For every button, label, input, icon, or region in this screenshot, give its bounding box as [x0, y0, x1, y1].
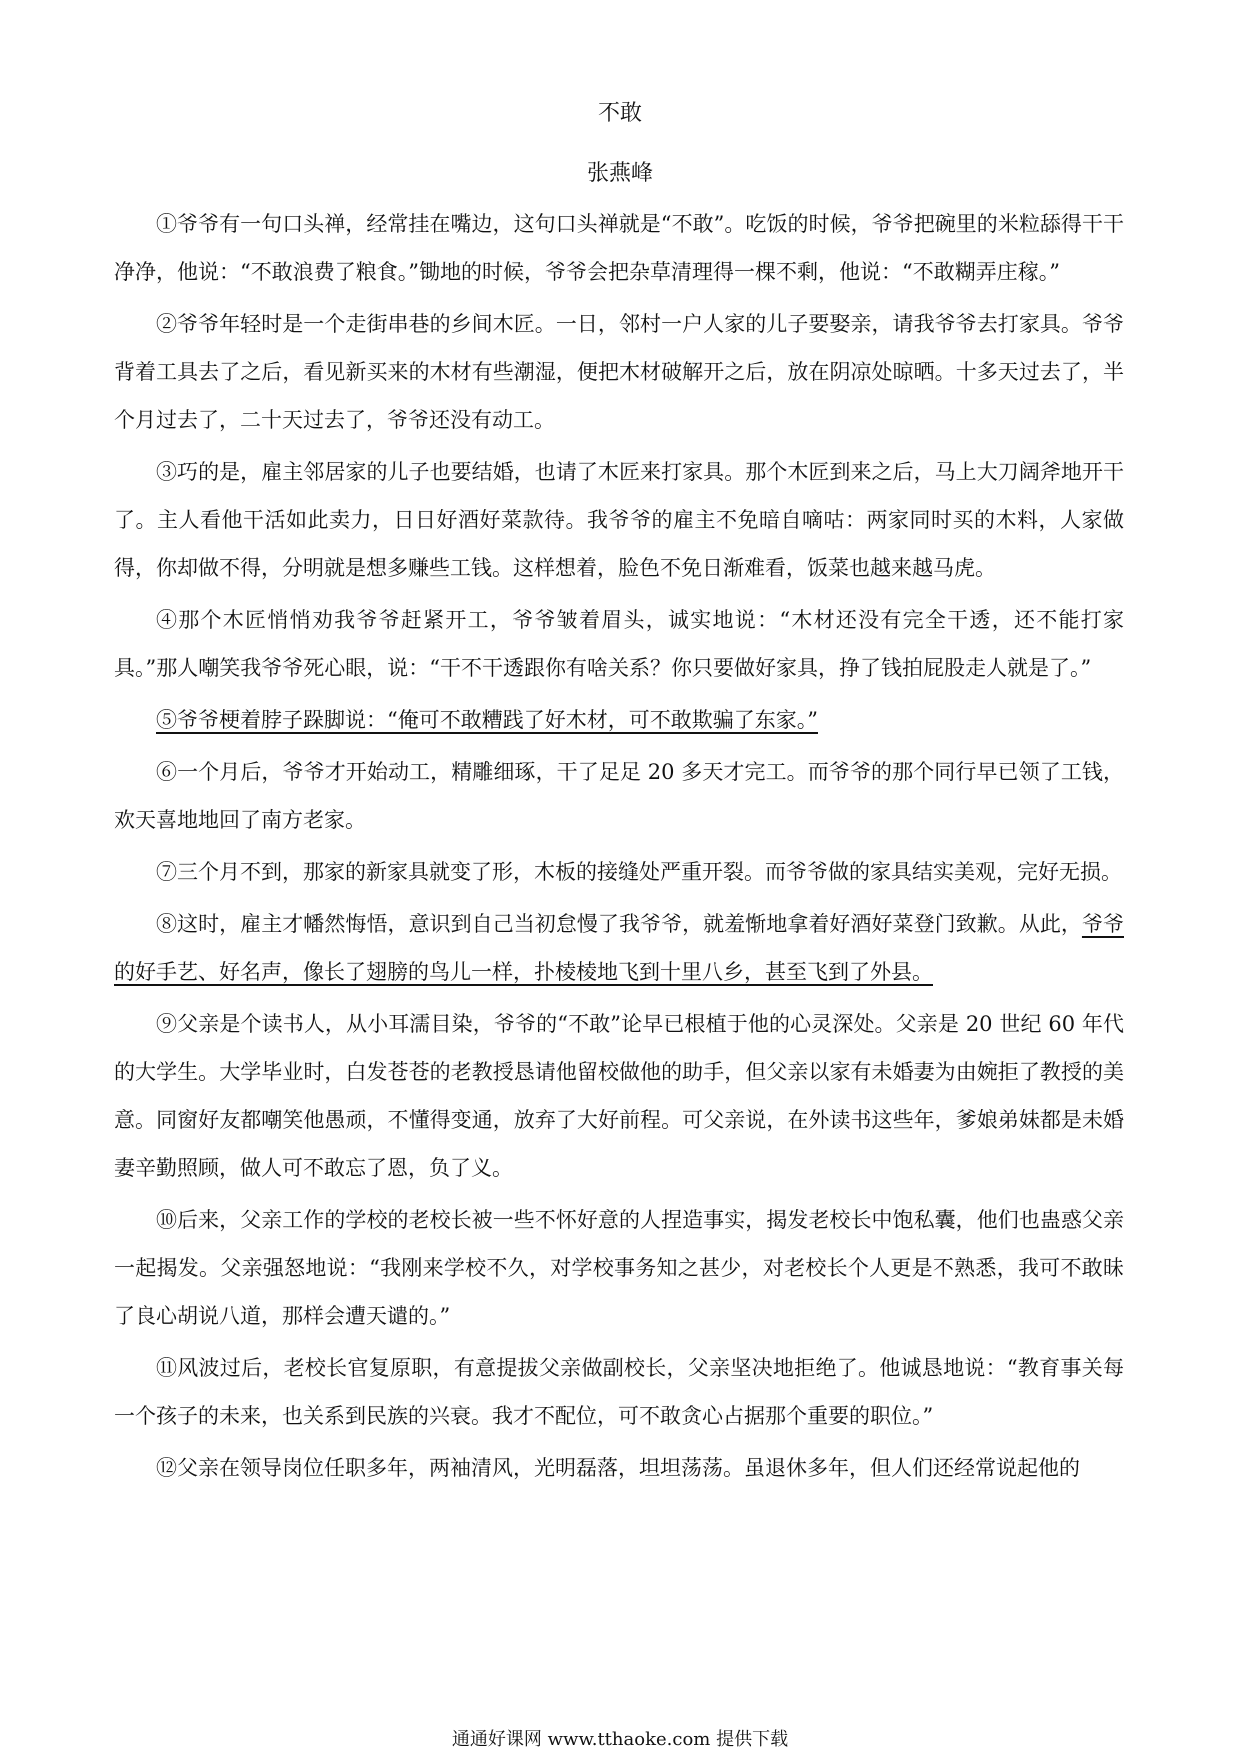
paragraph-text: ②爷爷年轻时是一个走街串巷的乡间木匠。一日，邻村一户人家的儿子要娶亲，请我爷爷去打家具。爷爷背着工具去了之后，看见新买来的木材有些潮湿，便把木材破解开之后，放在阴凉处晾晒。十多天过去了，半个月过去了，二十天过去了，爷爷还没有动工。 [114, 312, 1124, 432]
paragraph-5 [114, 696, 1124, 744]
paragraph-text: ⑥一个月后，爷爷才开始动工，精雕细琢，干了足足 20 多天才完工。而爷爷的那个同行早已领了工钱，欢天喜地地回了南方老家。 [114, 760, 1124, 832]
paragraph-text: ⑫父亲在领导岗位任职多年，两袖清风，光明磊落，坦坦荡荡。虽退休多年，但人们还经常说起他的 [156, 1456, 1080, 1480]
paragraph-8 [114, 900, 1124, 996]
underlined-sentence: ⑤爷爷梗着脖子跺脚说：“俺可不敢糟践了好木材，可不敢欺骗了东家。” [156, 708, 818, 732]
paragraph-12 [114, 1444, 1124, 1492]
paragraph-6 [114, 748, 1124, 844]
article-body [114, 200, 1124, 1496]
paragraph-11 [114, 1344, 1124, 1440]
paragraph-text: ⑧这时，雇主才幡然悔悟，意识到自己当初怠慢了我爷爷，就羞惭地拿着好酒好菜登门致歉。从此， [156, 912, 1082, 936]
footer-watermark: 通通好课网 www.tthaoke.com 提供下载 [451, 1729, 789, 1750]
paragraph-text: ⑪风波过后，老校长官复原职，有意提拔父亲做副校长，父亲坚决地拒绝了。他诚恳地说：“教育事关每一个孩子的未来，也关系到民族的兴衰。我才不配位，可不敢贪心占据那个重要的职位。” [114, 1356, 1124, 1428]
underlined-sentence: 爷爷的好手艺、好名声，像长了翅膀的鸟儿一样，扑棱棱地飞到十里八乡，甚至飞到了外县。 [114, 912, 1124, 984]
paragraph-text: ⑨父亲是个读书人，从小耳濡目染，爷爷的“不敢”论早已根植于他的心灵深处。父亲是 20 世纪 60 年代的大学生。大学毕业时，白发苍苍的老教授恳请他留校做他的助手，但父亲以家有未婚妻为由婉拒了教授的美意。同窗好友都嘲笑他愚顽，不懂得变通，放弃了大好前程。可父亲说，在外读书这些年，爹娘弟妹都是未婚妻辛勤照顾，做人可不敢忘了恩，负了义。 [114, 1012, 1124, 1180]
paragraph-text: ④那个木匠悄悄劝我爷爷赶紧开工，爷爷皱着眉头，诚实地说：“木材还没有完全干透，还不能打家具。”那人嘲笑我爷爷死心眼，说：“干不干透跟你有啥关系？你只要做好家具，挣了钱拍屁股走人就是了。” [114, 608, 1124, 680]
paragraph-text: ③巧的是，雇主邻居家的儿子也要结婚，也请了木匠来打家具。那个木匠到来之后，马上大刀阔斧地开干了。主人看他干活如此卖力，日日好酒好菜款待。我爷爷的雇主不免暗自嘀咕：两家同时买的木料，人家做得，你却做不得，分明就是想多赚些工钱。这样想着，脸色不免日渐难看，饭菜也越来越马虎。 [114, 460, 1124, 580]
article-author: 张燕峰 [586, 161, 653, 186]
paragraph-text: ⑩后来，父亲工作的学校的老校长被一些不怀好意的人捏造事实，揭发老校长中饱私囊，他们也蛊惑父亲一起揭发。父亲强怒地说：“我刚来学校不久，对学校事务知之甚少，对老校长个人更是不熟悉，我可不敢昧了良心胡说八道，那样会遭天谴的。” [114, 1208, 1124, 1328]
article-title: 不敢 [597, 101, 642, 126]
paragraph-3 [114, 448, 1124, 592]
paragraph-4 [114, 596, 1124, 692]
paragraph-2 [114, 300, 1124, 444]
paragraph-1 [114, 200, 1124, 296]
paragraph-10 [114, 1196, 1124, 1340]
paragraph-text: ①爷爷有一句口头禅，经常挂在嘴边，这句口头禅就是“不敢”。吃饭的时候，爷爷把碗里的米粒舔得干干净净，他说：“不敢浪费了粮食。”锄地的时候，爷爷会把杂草清理得一棵不剩，他说：“不敢糊弄庄稼。” [114, 212, 1124, 284]
paragraph-text: ⑦三个月不到，那家的新家具就变了形，木板的接缝处严重开裂。而爷爷做的家具结实美观，完好无损。 [156, 860, 1122, 884]
paragraph-9 [114, 1000, 1124, 1192]
paragraph-7 [114, 848, 1124, 896]
